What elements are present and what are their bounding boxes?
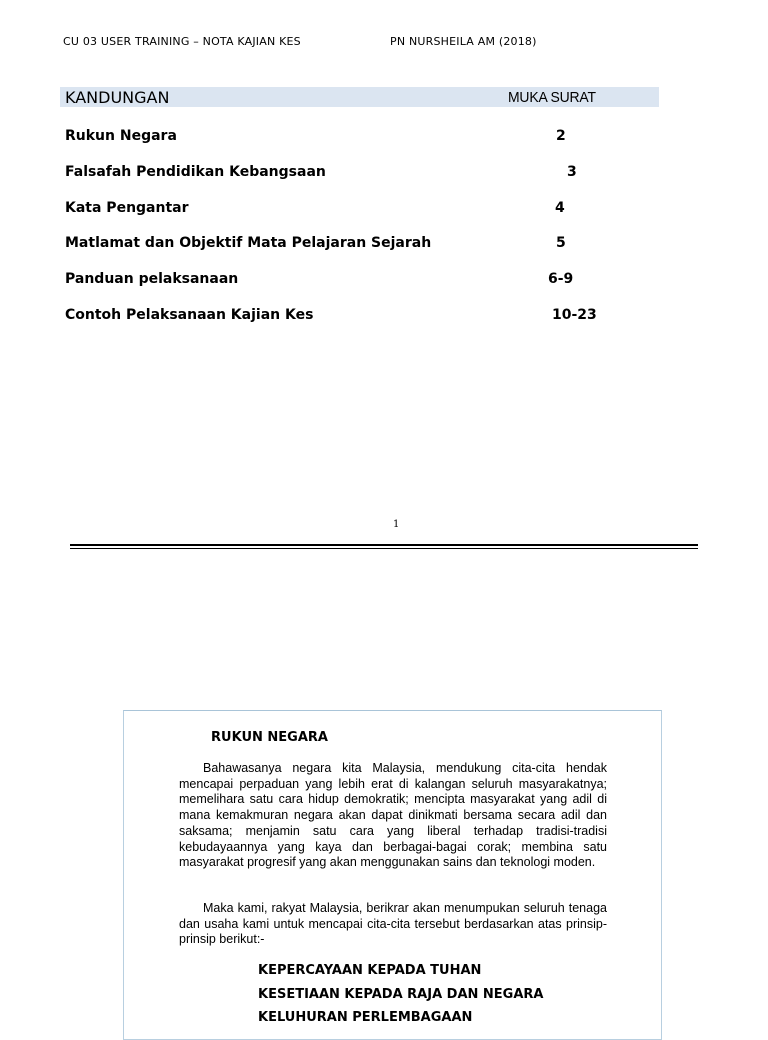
page-divider [70, 544, 698, 546]
toc-item [65, 307, 625, 327]
principle-item: KESETIAAN KEPADA RAJA DAN NEGARA [258, 987, 544, 1002]
toc-item-page: 6-9 [548, 271, 574, 287]
toc-item-name: Contoh Pelaksanaan Kajian Kes [65, 307, 314, 323]
rukun-negara-title: RUKUN NEGARA [211, 730, 328, 745]
toc-item-name: Rukun Negara [65, 128, 177, 144]
principle-item: KEPERCAYAAN KEPADA TUHAN [258, 963, 482, 978]
rukun-negara-paragraph: Maka kami, rakyat Malaysia, berikrar akan menumpukan seluruh tenaga dan usaha kami untuk mencapai cita-cita tersebut berdasarkan atas prinsip-prinsip berikut:- [179, 901, 607, 947]
toc-item [65, 200, 625, 220]
toc-item-page: 10-23 [552, 307, 597, 323]
toc-item [65, 271, 625, 291]
rukun-negara-paragraph: Bahawasanya negara kita Malaysia, mendukung cita-cita hendak mencapai perpaduan yang lebih erat di kalangan seluruh masyarakatnya; memelihara satu cara hidup demokratik; mencipta masyarakat yang adil di mana kemakmuran negara akan dapat dinikmati bersama secara adil dan saksama; menjamin satu cara yang liberal terhadap tradisi-tradisi kebudayaannya yang kaya dan berbagai-bagai corak; membina satu masyarakat progresif yang akan menggunakan sains dan teknologi moden. [179, 761, 607, 870]
toc-item-name: Panduan pelaksanaan [65, 271, 239, 287]
toc-page-label: MUKA SURAT [508, 89, 596, 106]
page-number: 1 [393, 519, 400, 530]
header-left-text: CU 03 USER TRAINING – NOTA KAJIAN KES [63, 35, 301, 48]
toc-item-name: Kata Pengantar [65, 200, 189, 216]
toc-item [65, 164, 625, 184]
toc-title: KANDUNGAN [65, 88, 170, 107]
toc-item-page: 3 [567, 164, 577, 180]
header-right-text: PN NURSHEILA AM (2018) [390, 35, 537, 48]
toc-header-bar [60, 87, 659, 107]
toc-item [65, 235, 625, 255]
toc-item [65, 128, 625, 148]
toc-item-name: Falsafah Pendidikan Kebangsaan [65, 164, 326, 180]
toc-item-page: 4 [555, 200, 565, 216]
toc-item-page: 5 [556, 235, 566, 251]
principle-item: KELUHURAN PERLEMBAGAAN [258, 1010, 473, 1025]
toc-item-page: 2 [556, 128, 566, 144]
page-divider [70, 548, 698, 549]
toc-item-name: Matlamat dan Objektif Mata Pelajaran Sejarah [65, 235, 432, 251]
